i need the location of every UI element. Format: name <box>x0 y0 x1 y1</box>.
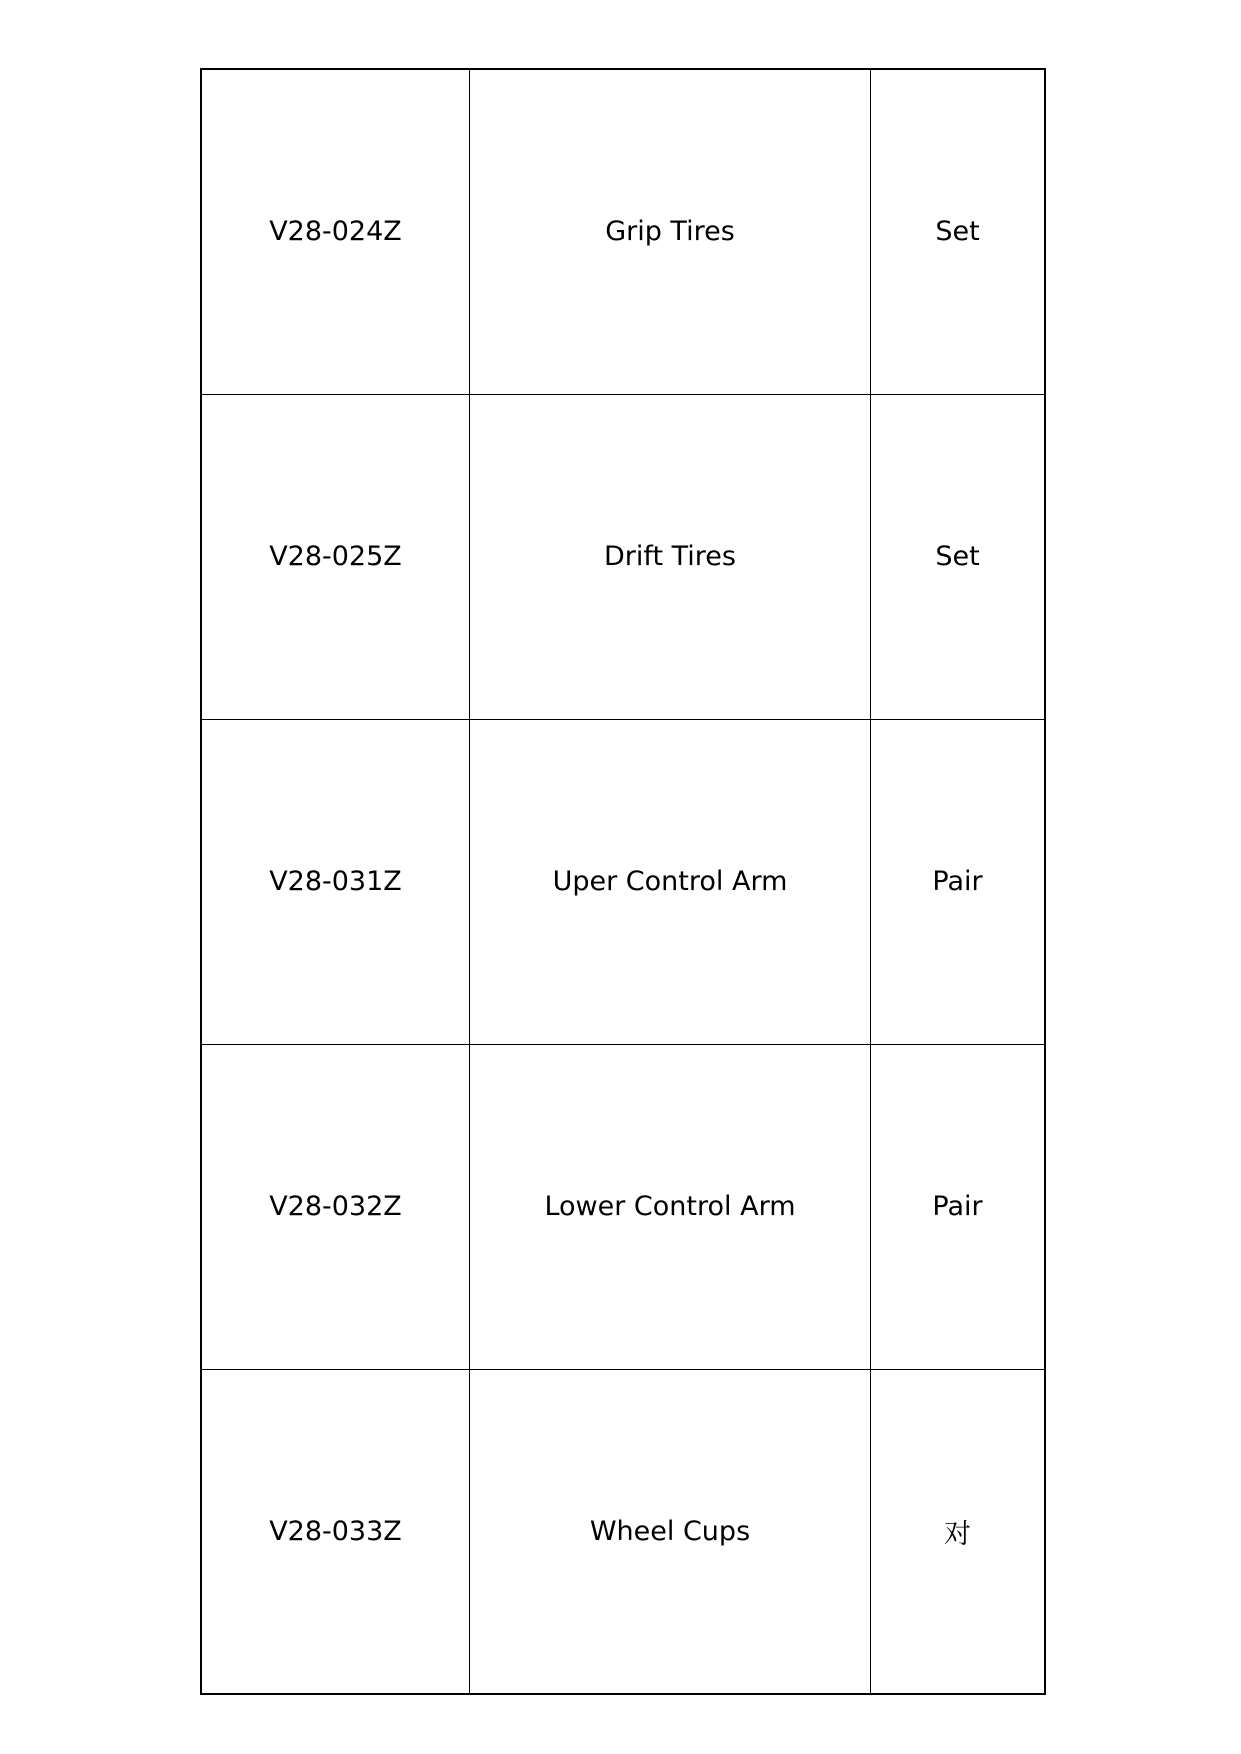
unit-cell: Pair <box>871 719 1046 1044</box>
part-name-cell: Wheel Cups <box>470 1369 871 1694</box>
table-row <box>201 394 1045 719</box>
part-number-cell: V28-031Z <box>201 719 470 1044</box>
part-number-cell: V28-025Z <box>201 394 470 719</box>
table-row <box>201 1044 1045 1369</box>
unit-cell: Pair <box>871 1044 1046 1369</box>
unit-cell: Set <box>871 69 1046 394</box>
unit-cell: Set <box>871 394 1046 719</box>
part-number-cell: V28-033Z <box>201 1369 470 1694</box>
part-name-cell: Uper Control Arm <box>470 719 871 1044</box>
part-number-cell: V28-024Z <box>201 69 470 394</box>
parts-table-body <box>201 69 1045 1694</box>
parts-table <box>200 68 1046 1695</box>
part-name-cell: Drift Tires <box>470 394 871 719</box>
table-row <box>201 69 1045 394</box>
table-row <box>201 1369 1045 1694</box>
table-row <box>201 719 1045 1044</box>
unit-cell: 对 <box>871 1369 1046 1694</box>
part-number-cell: V28-032Z <box>201 1044 470 1369</box>
part-name-cell: Grip Tires <box>470 69 871 394</box>
part-name-cell: Lower Control Arm <box>470 1044 871 1369</box>
